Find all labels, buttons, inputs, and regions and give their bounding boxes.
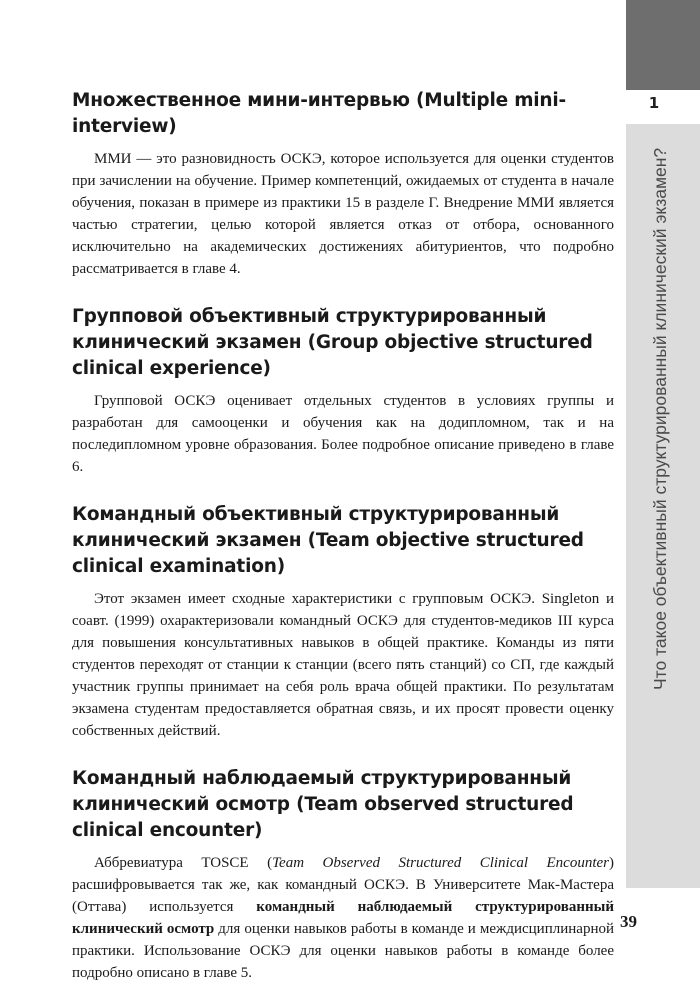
chapter-number-band <box>626 92 700 122</box>
sidebar-dark-tab <box>626 0 700 90</box>
section-heading: Множественное мини-интервью (Multiple mini-interview) <box>72 90 566 137</box>
paragraph-bold: командный наблюдаемый структурированный клинический осмотр <box>72 899 614 937</box>
section-paragraph: Этот экзамен имеет сходные характеристики с групповым ОСКЭ. Singleton и соавт. (1999) охарактеризовали командный ОСКЭ для студентов-медиков III курса для повышения консультативных навыков в общей практике. Команды из пяти студентов переходят от станции к станции (всего пять станций) со СП, где каждый участник группы принимает на себя роль врача общей практики. По результатам экзамена студентам предоставляется обратная связь, и их просят провести оценку собственных действий. <box>72 591 614 739</box>
section-group-osce <box>72 304 614 478</box>
section-paragraph: Групповой ОСКЭ оценивает отдельных студентов в условиях группы и разработан для самооценки и обучения как на додипломном, так и на последипломном уровне образования. Более подробное описание приведено в главе 6. <box>72 393 614 475</box>
chapter-title-vertical: Что такое объективный структурированный клинический экзамен? <box>650 147 670 690</box>
section-heading: Групповой объективный структурированный клинический экзамен (Group objective structured clinical experience) <box>72 306 593 379</box>
paragraph-text: Аббревиатура TOSCE ( <box>94 855 273 871</box>
paragraph-text: для оценки навыков работы в команде и междисциплинарной практики. Использование ОСКЭ для оценки навыков работы в команде более подробно описано в главе 5. <box>72 921 614 981</box>
page-number: 39 <box>620 912 637 931</box>
section-paragraph <box>72 852 614 984</box>
section-team-osce <box>72 502 614 742</box>
paragraph-italic: Team Observed Structured Clinical Encounter <box>272 855 609 871</box>
section-mmi <box>72 88 614 280</box>
page-content <box>72 88 614 1008</box>
paragraph-text: ) расшифровывается так же, как командный ОСКЭ. В Университете Мак-Мастера (Оттава) используется <box>72 855 614 915</box>
section-tosce <box>72 766 614 984</box>
chapter-number: 1 <box>648 94 660 112</box>
section-heading: Командный наблюдаемый структурированный клинический осмотр (Team observed structured clinical encounter) <box>72 768 574 841</box>
section-paragraph: ММИ — это разновидность ОСКЭ, которое используется для оценки студентов при зачислении на обучение. Пример компетенций, ожидаемых от студента в начале обучения, показан в примере из практики 15 в разделе Г. Внедрение ММИ является частью стратегии, целью которой является отказ от отбора, основанного исключительно на академических достижениях абитуриентов, что подробно рассматривается в главе 4. <box>72 151 614 277</box>
section-heading: Командный объективный структурированный клинический экзамен (Team objective structured clinical examination) <box>72 504 584 577</box>
